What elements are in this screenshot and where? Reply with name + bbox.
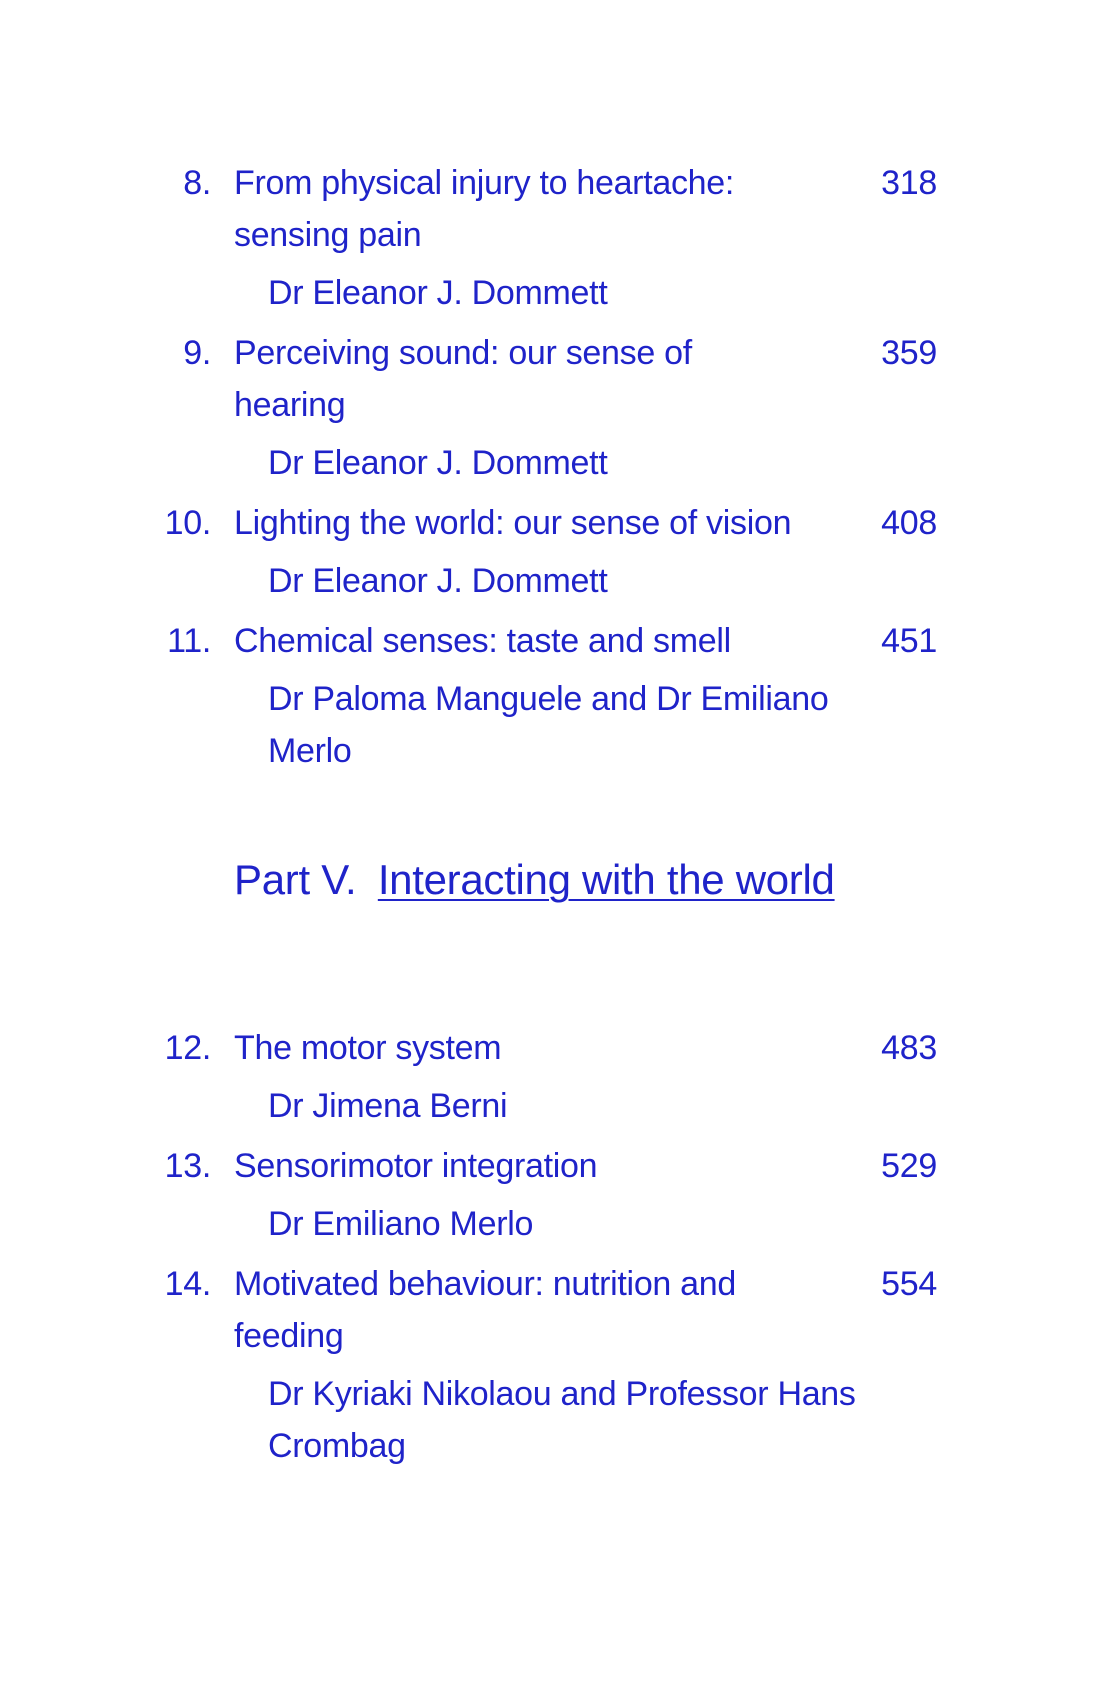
chapter-title[interactable]: Lighting the world: our sense of vision [234, 504, 792, 542]
chapter-number: 10. [164, 504, 211, 542]
toc-entry-chapter-9[interactable] [0, 327, 1100, 489]
chapter-number: 8. [183, 164, 211, 202]
chapter-page-number[interactable]: 451 [881, 622, 937, 660]
chapter-number: 12. [164, 1029, 211, 1067]
chapter-title[interactable]: Perceiving sound: our sense of hearing [234, 334, 692, 424]
chapter-number: 13. [164, 1147, 211, 1185]
toc-entry-chapter-10[interactable] [0, 497, 1100, 607]
chapter-author: Dr Jimena Berni [268, 1087, 508, 1125]
toc-entry-chapter-13[interactable] [0, 1140, 1100, 1250]
part-title-link[interactable]: Interacting with the world [377, 856, 835, 903]
chapter-number: 9. [183, 334, 211, 372]
chapter-page-number[interactable]: 359 [881, 334, 937, 372]
part-heading [234, 852, 835, 908]
chapter-page-number[interactable]: 318 [881, 164, 937, 202]
toc-entry-chapter-8[interactable] [0, 157, 1100, 319]
chapter-page-number[interactable]: 529 [881, 1147, 937, 1185]
chapter-page-number[interactable]: 483 [881, 1029, 937, 1067]
chapter-page-number[interactable]: 408 [881, 504, 937, 542]
chapter-author: Dr Eleanor J. Dommett [268, 444, 608, 482]
chapter-author: Dr Eleanor J. Dommett [268, 274, 608, 312]
part-label: Part V. [234, 856, 357, 903]
chapter-title[interactable]: From physical injury to heartache: sensing pain [234, 164, 735, 254]
toc-group-part-iv [0, 157, 1100, 785]
chapter-page-number[interactable]: 554 [881, 1265, 937, 1303]
chapter-number: 11. [167, 622, 211, 660]
chapter-title[interactable]: Chemical senses: taste and smell [234, 622, 731, 660]
chapter-author: Dr Emiliano Merlo [268, 1205, 534, 1243]
chapter-author: Dr Paloma Manguele and Dr Emiliano Merlo [268, 680, 829, 770]
chapter-author: Dr Kyriaki Nikolaou and Professor Hans Crombag [268, 1375, 856, 1465]
toc-group-part-v [0, 1022, 1100, 1480]
chapter-title[interactable]: Motivated behaviour: nutrition and feeding [234, 1265, 737, 1355]
toc-entry-chapter-11[interactable] [0, 615, 1100, 777]
chapter-title[interactable]: The motor system [234, 1029, 502, 1067]
toc-entry-chapter-12[interactable] [0, 1022, 1100, 1132]
chapter-number: 14. [164, 1265, 211, 1303]
chapter-author: Dr Eleanor J. Dommett [268, 562, 608, 600]
toc-entry-chapter-14[interactable] [0, 1258, 1100, 1472]
chapter-title[interactable]: Sensorimotor integration [234, 1147, 598, 1185]
